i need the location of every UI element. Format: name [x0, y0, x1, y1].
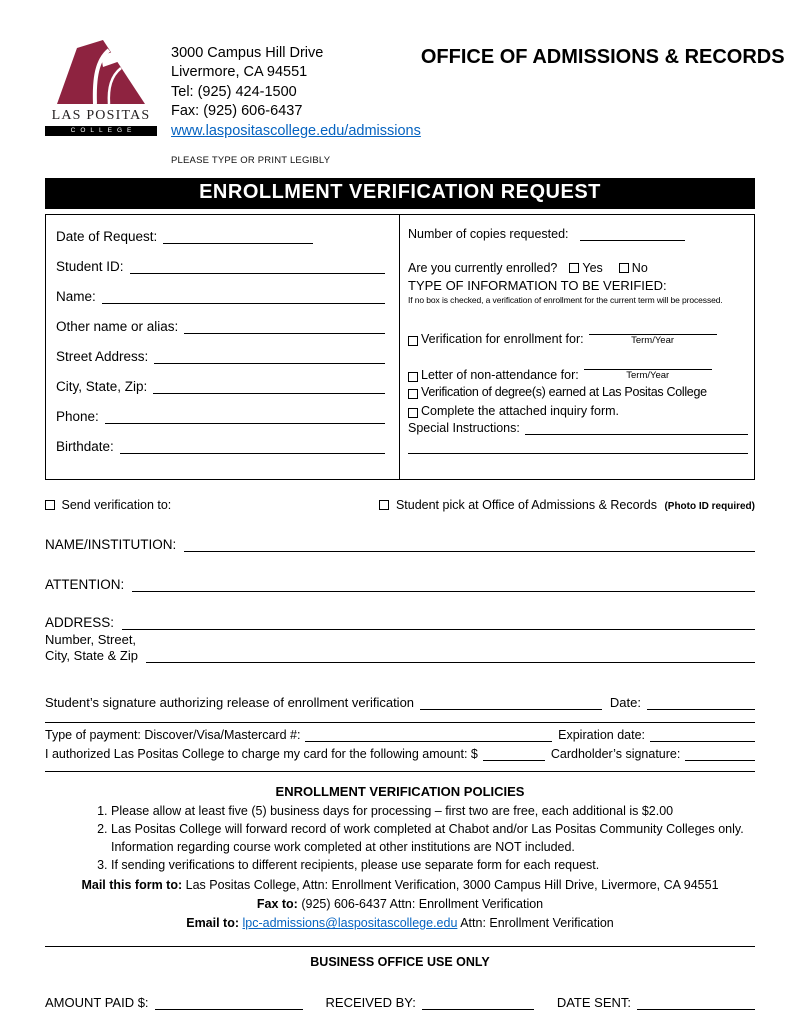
charge-authorization-row: [45, 747, 755, 761]
logo-college-label: COLLEGE: [70, 127, 137, 134]
phone-row: [56, 409, 385, 424]
enrolled-no-checkbox[interactable]: [619, 263, 629, 273]
delivery-choice-row: [45, 498, 755, 512]
address-sub-label-1: Number, Street,: [45, 631, 137, 647]
received-by-label: RECEIVED BY:: [325, 994, 416, 1010]
student-info-column: [46, 215, 400, 479]
policy-item-2: 2. Las Positas College will forward record of work completed at Chabot and/or Las Positas Community Colleges only. Information regarding course work completed at other institutions are NOT included.: [111, 820, 755, 856]
policies-title: ENROLLMENT VERIFICATION POLICIES: [275, 784, 525, 800]
charge-amount-field[interactable]: [483, 747, 545, 761]
signature-field[interactable]: [420, 696, 602, 710]
fax-to-label: Fax to:: [256, 896, 298, 911]
name-row: [56, 289, 385, 304]
policies-section: [45, 784, 755, 934]
currently-enrolled-label: Are you currently enrolled?: [408, 260, 558, 275]
logo-college-bar: [45, 126, 157, 136]
policy-item-3: 3. If sending verifications to different recipients, please use separate form for each request.: [111, 856, 755, 874]
alias-label: Other name or alias:: [56, 318, 179, 334]
non-attendance-row: [408, 356, 748, 381]
payment-type-row: [45, 728, 755, 742]
enrolled-yes-label: Yes: [582, 260, 603, 275]
expiration-date-field[interactable]: [650, 728, 755, 742]
address-sub-row: [45, 648, 755, 663]
inquiry-form-label: Complete the attached inquiry form.: [421, 403, 620, 418]
degree-verification-row: [408, 385, 748, 399]
student-id-row: [56, 259, 385, 274]
contact-block: [171, 36, 421, 168]
fax-line: Fax: (925) 606-6437: [171, 103, 303, 120]
term-year-label-1: Term/Year: [631, 334, 675, 346]
form-title-banner: ENROLLMENT VERIFICATION REQUEST: [45, 178, 755, 209]
address-field-2[interactable]: [146, 649, 755, 663]
email-instruction: [45, 914, 755, 933]
payment-divider-top: [45, 722, 755, 723]
send-verification-checkbox[interactable]: [45, 500, 55, 510]
address-line-2: Livermore, CA 94551: [171, 64, 308, 81]
received-by-field[interactable]: [422, 996, 534, 1010]
form-box: [45, 214, 755, 480]
logo-wordmark: LAS POSITAS: [51, 108, 151, 123]
special-instructions-label: Special Instructions:: [408, 420, 520, 435]
verification-enrollment-label: Verification for enrollment for:: [421, 332, 584, 347]
address-line-1: 3000 Campus Hill Drive: [171, 45, 324, 61]
amount-paid-label: AMOUNT PAID $:: [45, 994, 149, 1010]
special-instructions-field[interactable]: [525, 421, 748, 435]
verification-enrollment-checkbox[interactable]: [408, 336, 418, 346]
admissions-website-link[interactable]: www.laspositascollege.edu/admissions: [171, 122, 421, 139]
signature-date-field[interactable]: [647, 696, 755, 710]
college-logo: [45, 36, 157, 136]
name-institution-label: NAME/INSTITUTION:: [45, 536, 177, 552]
name-institution-field[interactable]: [184, 538, 755, 552]
date-of-request-field[interactable]: [163, 230, 313, 244]
received-by-group: [326, 995, 534, 1010]
payment-divider-bottom: [45, 771, 755, 772]
student-pickup-label: Student pick at Office of Admissions & Records: [395, 497, 657, 512]
photo-id-note: (Photo ID required): [664, 500, 755, 512]
phone-line: Tel: (925) 424-1500: [171, 83, 297, 100]
mail-to-text: Las Positas College, Attn: Enrollment Verification, 3000 Campus Hill Drive, Livermore, CA 94551: [185, 877, 719, 892]
phone-label: Phone:: [56, 408, 99, 424]
degree-verification-checkbox[interactable]: [408, 389, 418, 399]
special-instructions-row: [408, 421, 748, 435]
copies-row: [408, 227, 748, 241]
payment-type-label: Type of payment: Discover/Visa/Mastercard #:: [45, 728, 301, 743]
date-sent-group: [557, 995, 755, 1010]
las-positas-logo-icon: [45, 36, 157, 106]
inquiry-form-checkbox[interactable]: [408, 408, 418, 418]
amount-paid-group: [45, 995, 303, 1010]
street-address-label: Street Address:: [56, 348, 149, 364]
attention-field[interactable]: [132, 578, 755, 592]
birthdate-row: [56, 439, 385, 454]
date-sent-field[interactable]: [637, 996, 755, 1010]
special-instructions-field-2[interactable]: [408, 440, 748, 454]
fax-to-text: (925) 606-6437 Attn: Enrollment Verification: [301, 896, 544, 911]
date-sent-label: DATE SENT:: [556, 994, 631, 1010]
name-field[interactable]: [102, 290, 385, 304]
type-of-information-heading: TYPE OF INFORMATION TO BE VERIFIED:: [408, 277, 667, 293]
card-number-field[interactable]: [305, 728, 552, 742]
non-attendance-label: Letter of non-attendance for:: [421, 367, 579, 382]
attention-row: [45, 577, 755, 592]
alias-row: [56, 319, 385, 334]
no-box-checked-note: If no box is checked, a verification of enrollment for the current term will be processed.: [408, 294, 723, 305]
print-legibly-note: PLEASE TYPE OR PRINT LEGIBLY: [171, 155, 331, 167]
student-pickup-group: [379, 498, 755, 512]
degree-verification-label: Verification of degree(s) earned at Las Positas College: [421, 384, 707, 399]
admissions-email-link[interactable]: lpc-admissions@laspositascollege.edu: [242, 916, 458, 931]
policies-list: [95, 802, 755, 875]
city-state-zip-label: City, State, Zip:: [56, 378, 148, 394]
attention-label: ATTENTION:: [45, 576, 125, 592]
cardholder-signature-label: Cardholder’s signature:: [550, 747, 681, 762]
cardholder-signature-field[interactable]: [685, 747, 755, 761]
signature-date-label: Date:: [609, 695, 641, 711]
send-verification-group: [45, 498, 171, 512]
birthdate-field[interactable]: [120, 440, 385, 454]
signature-row: [45, 695, 755, 710]
street-address-field[interactable]: [154, 350, 385, 364]
term-year-label-2: Term/Year: [626, 370, 670, 382]
email-to-label: Email to:: [186, 916, 240, 931]
submission-instructions: [45, 876, 755, 934]
amount-paid-field[interactable]: [155, 996, 303, 1010]
business-office-row: [45, 995, 755, 1010]
currently-enrolled-row: [408, 261, 748, 275]
policy-item-1: 1. Please allow at least five (5) business days for processing – first two are free, each additional is $2.00: [111, 802, 755, 820]
street-address-row: [56, 349, 385, 364]
birthdate-label: Birthdate:: [56, 438, 114, 454]
mail-to-label: Mail this form to:: [81, 877, 183, 892]
student-pickup-checkbox[interactable]: [379, 500, 389, 510]
date-of-request-label: Date of Request:: [56, 228, 158, 244]
email-to-text: Attn: Enrollment Verification: [460, 916, 614, 931]
city-state-zip-field[interactable]: [153, 380, 385, 394]
student-id-field[interactable]: [130, 260, 385, 274]
verification-enrollment-row: [408, 321, 748, 346]
copies-field[interactable]: [580, 227, 685, 241]
mail-instruction: [45, 876, 755, 895]
fax-instruction: [45, 895, 755, 914]
office-title: OFFICE OF ADMISSIONS & RECORDS: [420, 46, 785, 68]
alias-field[interactable]: [184, 320, 385, 334]
enrolled-yes-checkbox[interactable]: [569, 263, 579, 273]
inquiry-form-row: [408, 404, 748, 418]
copies-label: Number of copies requested:: [408, 226, 569, 241]
name-institution-row: [45, 537, 755, 552]
verification-options-column: [400, 215, 754, 479]
address-sub-label-2: City, State & Zip: [45, 648, 138, 664]
send-verification-label: Send verification to:: [61, 497, 172, 512]
verification-term-field[interactable]: [589, 321, 717, 335]
address-field[interactable]: [122, 616, 755, 630]
phone-field[interactable]: [105, 410, 385, 424]
enrolled-no-label: No: [631, 260, 648, 275]
charge-authorization-label: I authorized Las Positas College to charge my card for the following amount: $: [45, 747, 478, 762]
non-attendance-term-field[interactable]: [584, 356, 712, 370]
header: [45, 36, 785, 168]
city-state-zip-row: [56, 379, 385, 394]
signature-label: Student’s signature authorizing release of enrollment verification: [45, 695, 415, 711]
address-row: [45, 615, 755, 630]
address-label: ADDRESS:: [45, 614, 115, 630]
non-attendance-checkbox[interactable]: [408, 372, 418, 382]
name-label: Name:: [56, 288, 96, 304]
student-id-label: Student ID:: [56, 258, 124, 274]
date-of-request-row: [56, 229, 385, 244]
business-office-title: BUSINESS OFFICE USE ONLY: [310, 954, 490, 969]
expiration-date-label: Expiration date:: [558, 728, 645, 743]
business-divider: [45, 946, 755, 947]
